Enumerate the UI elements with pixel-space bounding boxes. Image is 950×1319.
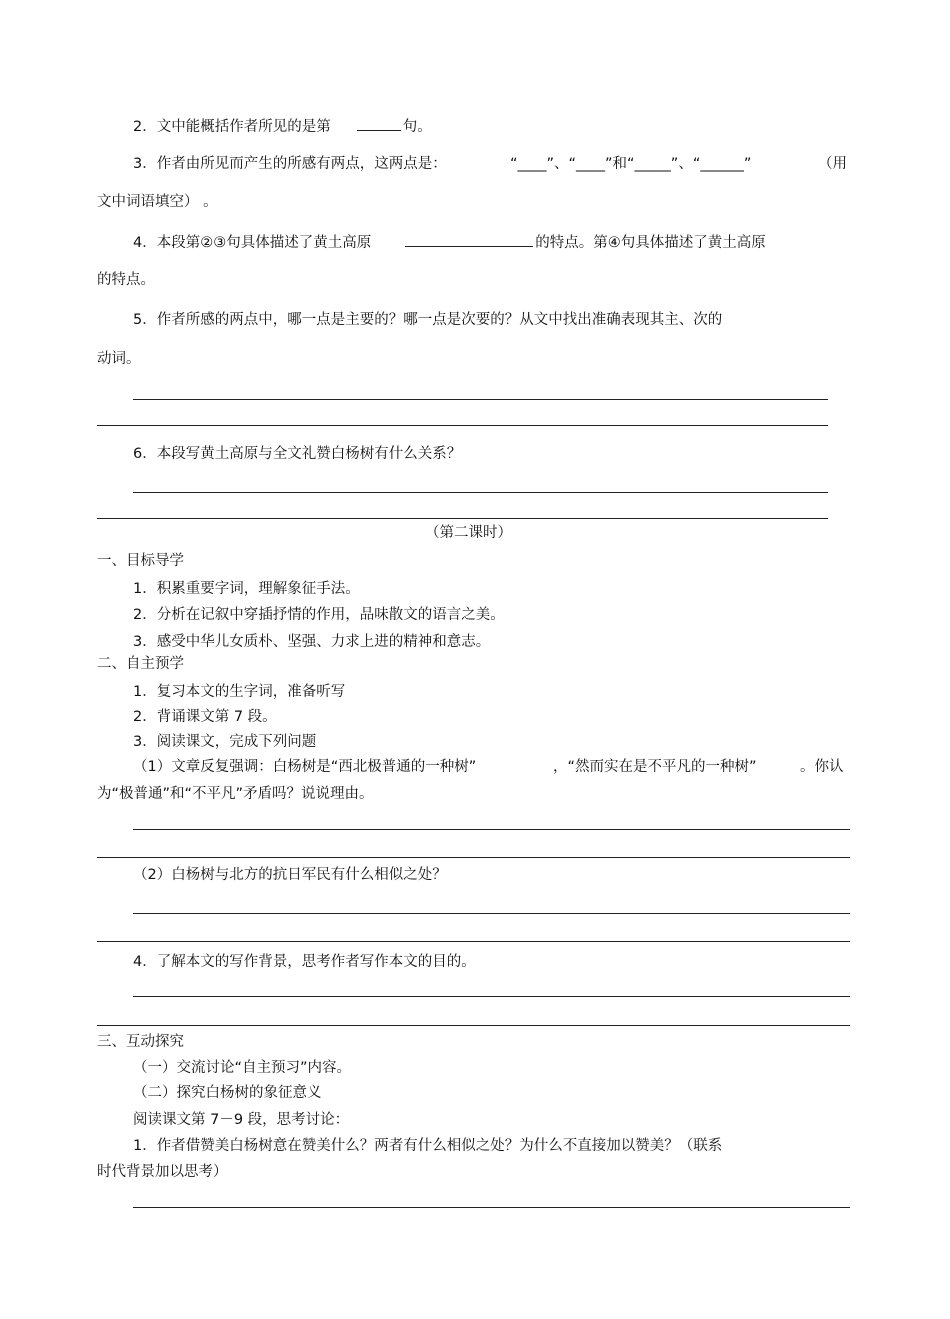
preview-item-4: 4．了解本文的写作背景，思考作者写作本文的目的。 [133,954,476,970]
explore-item: （一）交流讨论“自主预习”内容。 [133,1060,352,1076]
sub-question-1-line2: 为“极普通”和“不平凡”矛盾吗？说说理由。 [97,786,374,802]
question-4-line2: 的特点。 [97,272,155,288]
goal-item: 3．感受中华儿女质朴、坚强、力求上进的精神和意志。 [133,634,491,650]
answer-line[interactable] [97,1025,850,1026]
question-3-prefix: 3．作者由所见而产生的所感有两点，这两点是： [133,156,447,172]
question-3-line2: 文中词语填空） 。 [97,194,218,210]
question-4-text: 4．本段第②③句具体描述了黄土高原 [133,235,372,251]
explore-item: （二）探究白杨树的象征意义 [133,1085,322,1101]
question-2 [133,115,432,137]
goal-item: 1．积累重要字词，理解象征手法。 [133,581,360,597]
question-2-suffix: 句。 [402,119,432,135]
goal-item: 2．分析在记叙中穿插抒情的作用，品味散文的语言之美。 [133,607,505,623]
answer-line[interactable] [97,941,850,942]
answer-line[interactable] [97,425,828,426]
sub-question-1-part-c: 。你认 [800,759,844,775]
explore-question-1-line2: 时代背景加以思考） [97,1164,228,1180]
answer-line[interactable] [133,399,828,400]
answer-line[interactable] [97,857,850,858]
question-5-line1: 5．作者所感的两点中，哪一点是主要的？哪一点是次要的？从文中找出准确表现其主、次的 [133,312,723,328]
section-title-goals: 一、目标导学 [97,553,184,569]
question-6: 6．本段写黄土高原与全文礼赞白杨树有什么关系？ [133,446,462,462]
preview-item: 2．背诵课文第 7 段。 [133,709,277,725]
question-5-line2: 动词。 [97,351,141,367]
question-3-suffix: （用 [818,156,847,172]
preview-item: 1．复习本文的生字词，准备听写 [133,684,346,700]
section-title-explore: 三、互动探究 [97,1034,184,1050]
answer-line[interactable] [133,492,828,493]
answer-line[interactable] [133,829,850,830]
explore-question-1-line1: 1．作者借赞美白杨树意在赞美什么？两者有什么相似之处？为什么不直接加以赞美？（联系 [133,1138,723,1154]
sub-question-1-part-b: ，“然而实在是不平凡的一种树” [553,759,757,775]
answer-blank[interactable] [357,115,401,131]
answer-line[interactable] [133,913,850,914]
sub-question-2: （2）白杨树与北方的抗日军民有什么相似之处？ [133,867,447,883]
answer-blank[interactable] [405,231,533,247]
question-2-text: 2．文中能概括作者所见的是第 [133,119,331,135]
preview-item: 3．阅读课文，完成下列问题 [133,734,317,750]
question-4-text-b: 的特点。第④句具体描述了黄土高原 [535,235,766,251]
question-3-fill-blanks[interactable]: “____”、“____”和“_____”、“______” [510,156,752,172]
answer-line[interactable] [133,996,850,997]
answer-line[interactable] [133,1207,850,1208]
answer-line[interactable] [97,518,828,519]
lesson-heading: （第二课时） [425,525,512,541]
explore-item: 阅读课文第 7－9 段，思考讨论： [133,1112,350,1128]
section-title-preview: 二、自主预学 [97,656,184,672]
sub-question-1-part-a: （1）文章反复强调：白杨树是“西北极普通的一种树” [133,759,477,775]
question-4 [133,231,766,253]
